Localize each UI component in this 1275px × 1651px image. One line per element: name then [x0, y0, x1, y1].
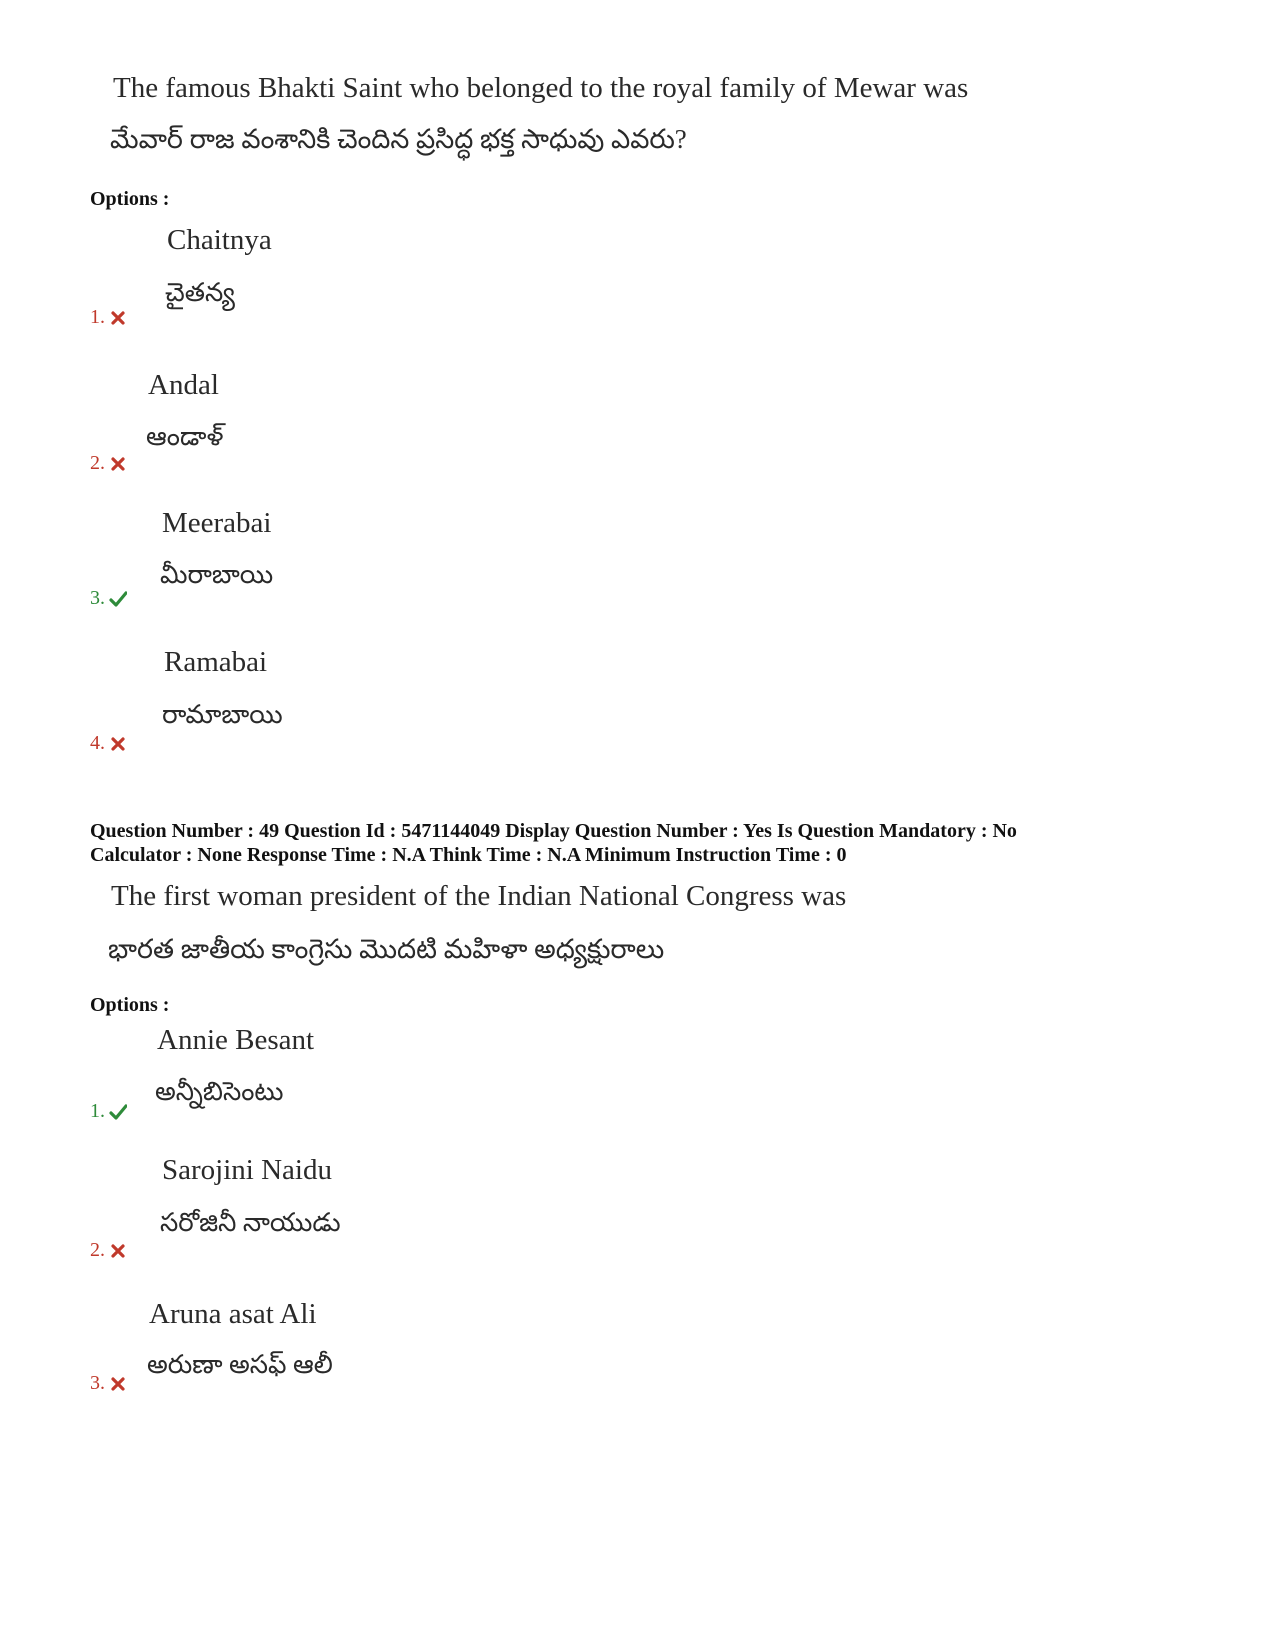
option-text-te: అన్నీబిసెంటు [155, 1077, 284, 1106]
option-text-en: Sarojini Naidu [162, 1154, 332, 1186]
cross-icon [109, 455, 127, 473]
cross-icon [109, 309, 127, 327]
option-text-te: మీరాబాయి [160, 560, 274, 589]
option-number [90, 452, 127, 475]
cross-icon [109, 1242, 127, 1260]
option-number-label: 2. [90, 1239, 105, 1261]
options-label: Options : [90, 994, 170, 1016]
option-number-label: 1. [90, 306, 105, 328]
option-text-te: చైతన్య [165, 278, 235, 307]
option-number-label: 1. [90, 1100, 105, 1122]
option-text-te: సరోజినీ నాయుడు [160, 1208, 341, 1237]
option-text-en: Andal [148, 369, 219, 401]
question-49-text-en: The first woman president of the Indian National Congress was [111, 880, 847, 912]
option-number [90, 1372, 127, 1395]
option-text-en: Annie Besant [157, 1024, 315, 1056]
cross-icon [109, 1375, 127, 1393]
option-number [90, 306, 127, 329]
question-49-text-te: భారత జాతీయ కాంగ్రెసు మొదటి మహిళా అధ్యక్షురాలు [108, 934, 665, 964]
option-text-en: Ramabai [164, 646, 268, 678]
option-number-label: 2. [90, 452, 105, 474]
option-number-label: 3. [90, 1372, 105, 1394]
option-number [90, 732, 127, 755]
check-icon [109, 590, 127, 608]
option-text-en: Chaitnya [167, 224, 272, 256]
question-meta-line-2: Calculator : None Response Time : N.A Think Time : N.A Minimum Instruction Time : 0 [90, 844, 847, 866]
option-number-label: 4. [90, 732, 105, 754]
check-icon [109, 1103, 127, 1121]
question-meta-line-1: Question Number : 49 Question Id : 5471144049 Display Question Number : Yes Is Question Mandatory : No [90, 820, 1017, 842]
cross-icon [109, 735, 127, 753]
options-label: Options : [90, 188, 170, 210]
option-number [90, 1239, 127, 1262]
option-text-te: ఆండాళ్ [146, 422, 224, 451]
option-text-en: Aruna asat Ali [149, 1298, 317, 1330]
option-number [90, 1100, 127, 1123]
option-text-en: Meerabai [162, 507, 272, 539]
question-48-text-en: The famous Bhakti Saint who belonged to the royal family of Mewar was [113, 72, 969, 104]
option-text-te: అరుణా అసఫ్ ఆలీ [147, 1350, 333, 1379]
option-number-label: 3. [90, 587, 105, 609]
question-48-text-te: మేవార్ రాజ వంశానికి చెందిన ప్రసిద్ధ భక్త సాధువు ఎవరు? [110, 124, 687, 154]
option-text-te: రామాబాయి [162, 700, 283, 729]
option-number [90, 587, 127, 610]
